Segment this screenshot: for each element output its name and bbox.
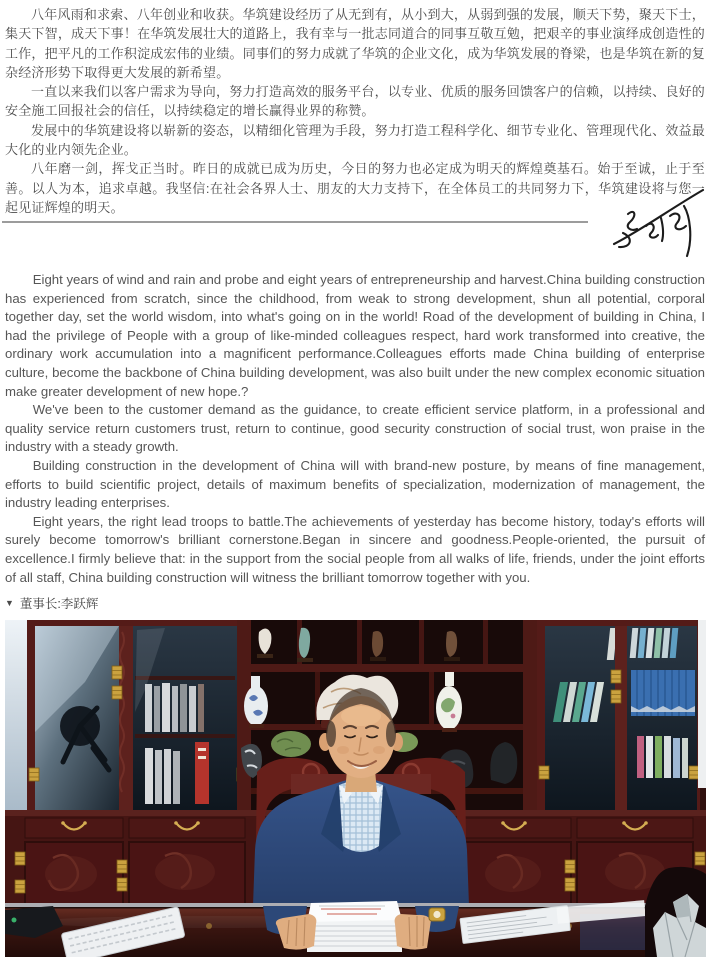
en-paragraph-2: We've been to the customer demand as the guidance, to create efficient service platform, in a professional and quality service return customers trust, return to continue, good security construction of social trust, won praise in the industry with a steady growth.	[5, 402, 705, 455]
divider-line	[2, 221, 588, 223]
cn-paragraph-1: 八年风雨和求索、八年创业和收获。华筑建设经历了从无到有，从小到大，从弱到强的发展，顺天下势，聚天下士，集天下智，成天下事！在华筑发展壮大的道路上，我有幸与一批志同道合的同事互敬互勉，把艰辛的事业演绎成创造性的工作，把平凡的工作积淀成宏伟的业绩。同事们的努力成就了华筑的企业文化，成为华筑发展的脊梁，也是华筑在新的复杂经济形势下取得更大发展的新希望。	[5, 7, 705, 80]
photo-caption	[5, 595, 98, 611]
green-stone-left	[271, 731, 311, 757]
chinese-message	[5, 5, 705, 217]
right-bookcase	[537, 620, 700, 816]
chairman-signature-icon	[604, 186, 708, 262]
gold-watch	[429, 908, 445, 921]
left-bookcase	[27, 620, 251, 816]
chairman-photo	[5, 620, 706, 957]
blue-book-series	[631, 670, 695, 716]
triangle-marker-icon: ▼	[5, 597, 14, 608]
paper-stack	[307, 901, 402, 952]
cn-paragraph-3: 发展中的华筑建设将以崭新的姿态，以精细化管理为手段，努力打造工程科学化、细节专业化、管理现代化、效益最大化的业内领先企业。	[5, 122, 705, 158]
cn-paragraph-2: 一直以来我们以客户需求为导向，努力打造高效的服务平台，以专业、优质的服务回馈客户的信赖，以持续、良好的安全施工回报社会的信任，以持续稳定的增长赢得业界的称赞。	[5, 84, 705, 119]
english-message	[5, 271, 705, 587]
en-paragraph-3: Building construction in the development of China will with brand-new posture, by means of fine management, efforts to build scientific project, details of maximum benefits of specialization, modernization of management, the industry leading enterprises.	[5, 457, 705, 511]
right-hand	[395, 914, 431, 950]
cn-paragraph-4: 八年磨一剑，挥戈正当时。昨日的成就已成为历史，今日的努力也必定成为明天的辉煌奠基石。始于至诚，止于至善。以人为本，追求卓越。我坚信:在社会各界人士、朋友的大力支持下，在全体员工的共同努力下，华筑建设将与您一起见证辉煌的明天。	[5, 161, 705, 215]
en-paragraph-1: Eight years of wind and rain and probe and eight years of entrepreneurship and harvest.China building construction has experienced from scratch, since the childhood, from weak to strong development, shun all potential, corporal together day, set the world wisdom, into what's going on in the world! Road of the development of building in China, I had the privilege of People with a group of like-minded colleagues respect, hard work transformed into creative, the ordinary work accumulation into a magnificent performance.Colleagues efforts made China building of enterprise culture, become the backbone of China building development, was also built under the new complex economic situation make greater development of new hope.?	[5, 272, 705, 399]
books-right-mid	[553, 682, 604, 722]
caption-label: 董事长:李跃辉	[19, 597, 99, 611]
wall-strip	[698, 620, 706, 788]
en-paragraph-4: Eight years, the right lead troops to battle.The achievements of yesterday has become history, today's efforts will surely become tomorrow's brilliant cornerstone.Began in sincere and goodness.People-oriented, the pursuit of excellence.I firmly believe that: in the support from the social people from all walks of life, friends, under the joint efforts of all staff, China building construction will witness the brilliant tomorrow together with you.	[5, 513, 705, 585]
